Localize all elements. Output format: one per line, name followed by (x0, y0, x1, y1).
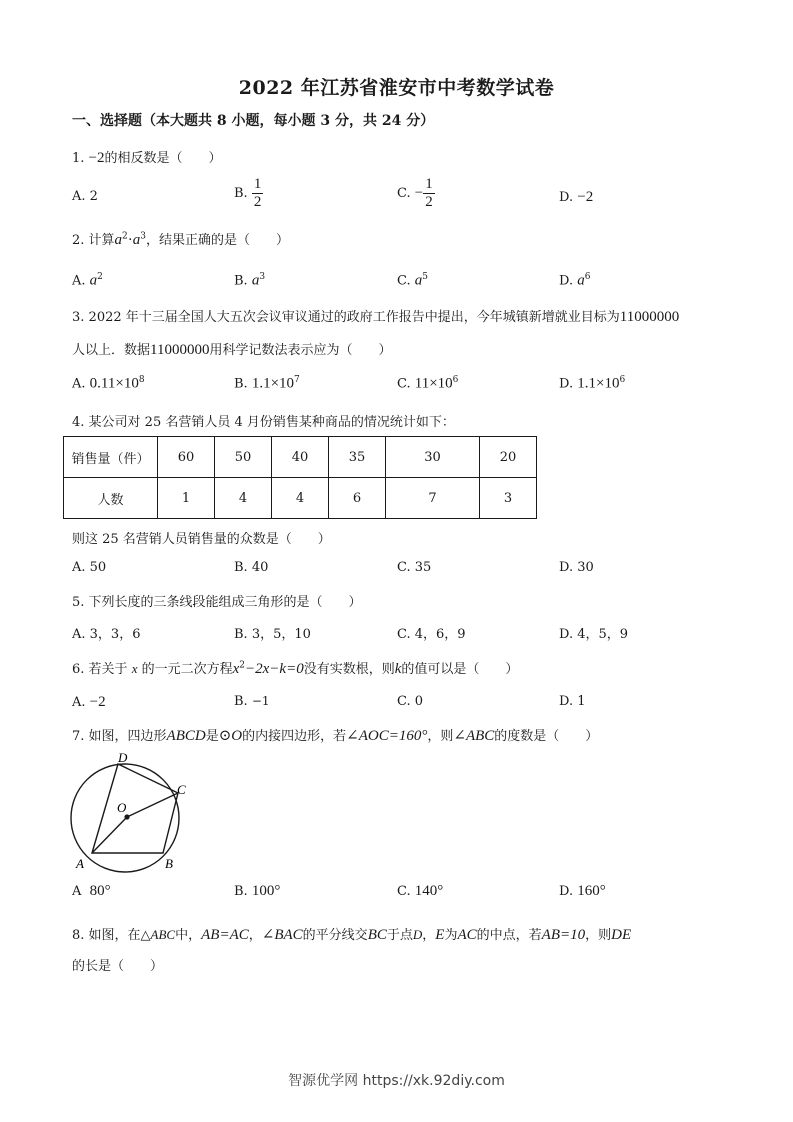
label-o: O (117, 800, 127, 815)
q3-option-c: C. $11\times 10^6$ (397, 375, 459, 392)
q4-option-d: D. 30 (559, 560, 594, 575)
table-cell: 3 (480, 478, 537, 519)
table-header-cell: 人数 (64, 478, 158, 519)
table-cell: 20 (480, 437, 537, 478)
q2-option-d: D. $a^6$ (559, 272, 591, 289)
table-header-cell: 销售量（件） (64, 437, 158, 478)
table-cell: 40 (272, 437, 329, 478)
table-cell: 50 (215, 437, 272, 478)
center-point (124, 814, 129, 819)
question-2-stem: 2. 计算$a^2\cdot a^3$，结果正确的是（ ） (72, 231, 290, 248)
q6-option-a: A. −2 (72, 694, 106, 710)
q1-option-b: B. $\frac{1}{2}$ (234, 176, 262, 210)
table-cell: 1 (158, 478, 215, 519)
table-cell: 6 (329, 478, 386, 519)
q5-option-b: B. 3，5，10 (234, 627, 311, 642)
table-row (64, 478, 537, 519)
q2-option-c: C. $a^5$ (397, 272, 428, 289)
question-3-line-2: 人以上．数据11000000用科学记数法表示应为（ ） (72, 342, 392, 358)
q7-option-d: D. 160° (559, 883, 606, 899)
q7-option-c: C. 140° (397, 883, 444, 899)
sales-table (63, 436, 537, 519)
section-heading: 一、选择题（本大题共 8 小题，每小题 3 分，共 24 分） (72, 113, 435, 129)
q6-option-b: B. −1 (234, 694, 270, 709)
q6-option-d: D. 1 (559, 694, 586, 709)
question-6-stem: 6. 若关于 x 的一元二次方程$x^2-2x-k=0$没有实数根，则k的值可以是（ ） (72, 660, 519, 677)
label-c: C (177, 782, 186, 797)
q5-option-c: C. 4，6，9 (397, 627, 466, 642)
table-cell: 4 (272, 478, 329, 519)
fraction: $\frac{1}{2}$ (425, 176, 433, 210)
q4-option-b: B. 40 (234, 560, 269, 575)
table-cell: 30 (386, 437, 480, 478)
footer-watermark[interactable]: 智源优学网 https://xk.92diy.com (288, 1073, 505, 1089)
label-d: D (118, 750, 128, 765)
q2-option-b: B. $a^3$ (234, 272, 266, 289)
question-4-stem: 4. 某公司对 25 名营销人员 4 月份销售某种商品的情况统计如下： (72, 415, 455, 430)
question-5-stem: 5. 下列长度的三条线段能组成三角形的是（ ） (72, 595, 362, 610)
table-cell: 60 (158, 437, 215, 478)
q3-option-a: A. $0.11\times 10^8$ (72, 375, 145, 392)
q2-option-a: A. $a^2$ (72, 272, 103, 289)
q5-option-d: D. 4，5，9 (559, 627, 629, 642)
q3-option-d: D. $1.1\times 10^6$ (559, 375, 626, 392)
q1-option-a: A. 2 (72, 189, 98, 204)
table-row (64, 437, 537, 478)
q7-circle-diagram (66, 750, 196, 874)
question-7-stem: 7. 如图，四边形ABCD是⊙O的内接四边形，若∠AOC=160°，则∠ABC的度数是（ ） (72, 728, 599, 744)
page-title: 2022 年江苏省淮安市中考数学试卷 (238, 77, 555, 99)
question-8-line-1: 8. 如图，在△ABC中，AB=AC，∠BAC的平分线交BC于点D，E为AC的中点，若AB=10，则DE (72, 927, 632, 943)
q3-option-b: B. $1.1\times 10^7$ (234, 375, 300, 392)
q4-option-a: A. 50 (72, 560, 107, 575)
q6-option-c: C. 0 (397, 694, 424, 709)
label-a: A (76, 856, 84, 871)
table-cell: 4 (215, 478, 272, 519)
question-1-stem: 1. −2的相反数是（ ） (72, 150, 222, 166)
q7-option-b: B. 100° (234, 883, 281, 899)
q4-option-c: C. 35 (397, 560, 432, 575)
q1-option-c: C. − $\frac{1}{2}$ (397, 176, 433, 210)
table-cell: 7 (386, 478, 480, 519)
q7-option-a: A 80° (72, 883, 111, 899)
table-cell: 35 (329, 437, 386, 478)
question-3-line-1: 3. 2022 年十三届全国人大五次会议审议通过的政府工作报告中提出，今年城镇新增就业目标为11000000 (72, 309, 680, 325)
fraction: $\frac{1}{2}$ (253, 176, 262, 210)
q5-option-a: A. 3，3，6 (72, 627, 141, 642)
q1-option-d: D. −2 (559, 189, 594, 205)
label-b: B (165, 856, 173, 871)
segment-oc (127, 793, 178, 817)
question-4-ask: 则这 25 名营销人员销售量的众数是（ ） (72, 532, 331, 547)
question-8-line-2: 的长是（ ） (72, 959, 164, 974)
